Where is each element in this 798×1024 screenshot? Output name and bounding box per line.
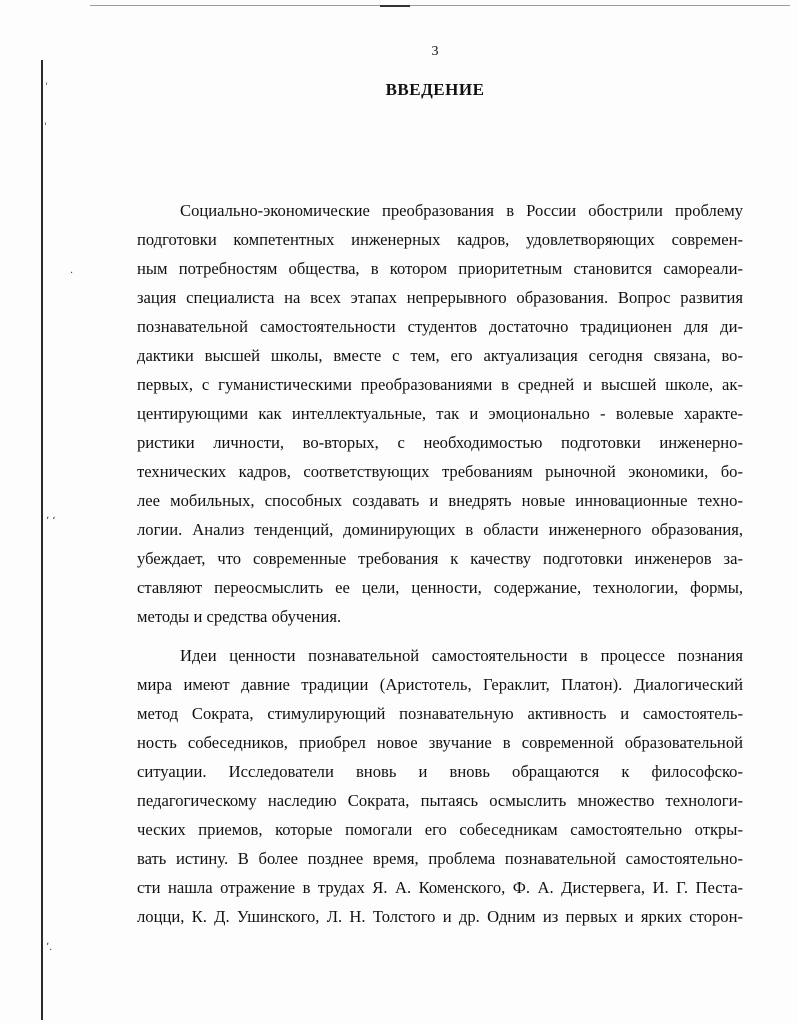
scan-speck: ʼ. [46, 942, 53, 953]
text-line: вать истину. В более позднее время, проблема познавательной самостоятельно- [137, 849, 743, 868]
text-line: центирующими как интеллектуальные, так и эмоционально - волевые характе- [137, 404, 743, 423]
scan-speck: ˈ [44, 122, 47, 133]
text-line: первых, с гуманистическими преобразованиями в средней и высшей школе, ак- [137, 375, 743, 394]
body-text [137, 196, 743, 931]
text-line: ситуации. Исследователи вновь и вновь обращаются к философско- [137, 762, 743, 781]
text-line: дактики высшей школы, вместе с тем, его актуализация сегодня связана, во- [137, 346, 743, 365]
text-line: ставляют переосмыслить ее цели, ценности, содержание, технологии, формы, [137, 578, 743, 597]
section-heading: ВВЕДЕНИЕ [385, 80, 485, 99]
text-line: технических кадров, соответствующих требованиям рыночной экономики, бо- [137, 462, 743, 481]
text-line: метод Сократа, стимулирующий познавательную активность и самостоятель- [137, 704, 743, 723]
text-line: ческих приемов, которые помогали его собеседникам самостоятельно откры- [137, 820, 743, 839]
text-line: сти нашла отражение в трудах Я. А. Коменского, Ф. А. Дистервега, И. Г. Песта- [137, 878, 743, 897]
text-line: педагогическому наследию Сократа, пытаясь осмыслить множество технологи- [137, 791, 743, 810]
text-line: зация специалиста на всех этапах непрерывного образования. Вопрос развития [137, 288, 743, 307]
text-line: логии. Анализ тенденций, доминирующих в области инженерного образования, [137, 520, 743, 539]
text-line: лоцци, К. Д. Ушинского, Л. Н. Толстого и др. Одним из первых и ярких сторон- [137, 907, 743, 926]
paragraph-2 [137, 641, 743, 931]
text-line: убеждает, что современные требования к качеству подготовки инженеров за- [137, 549, 743, 568]
text-line: Социально-экономические преобразования в России обострили проблему [180, 201, 743, 220]
text-line: познавательной самостоятельности студентов достаточно традиционен для ди- [137, 317, 743, 336]
text-line: Идеи ценности познавательной самостоятельности в процессе познания [180, 646, 743, 665]
text-line: ристики личности, во-вторых, с необходимостью подготовки инженерно- [137, 433, 743, 452]
paragraph-1 [137, 196, 743, 631]
text-line: ность собеседников, приобрел новое звучание в современной образовательной [137, 733, 743, 752]
text-line: мира имеют давние традиции (Аристотель, Гераклит, Платон). Диалогический [137, 675, 743, 694]
text-line: лее мобильных, способных создавать и внедрять новые инновационные техно- [137, 491, 743, 510]
text-line: методы и средства обучения. [137, 607, 342, 626]
text-line: подготовки компетентных инженерных кадров, удовлетворяющих современ- [137, 230, 743, 249]
left-margin-scan-line [41, 60, 43, 1020]
top-scan-mark [380, 5, 410, 7]
scan-speck: ˈ [45, 82, 48, 93]
text-line: ным потребностям общества, в котором приоритетным становится самореали- [137, 259, 743, 278]
scan-speck: ʼ ʻ [46, 516, 56, 527]
page-number: 3 [431, 44, 439, 59]
scan-speck: · [70, 268, 74, 279]
top-scan-edge [90, 5, 790, 6]
